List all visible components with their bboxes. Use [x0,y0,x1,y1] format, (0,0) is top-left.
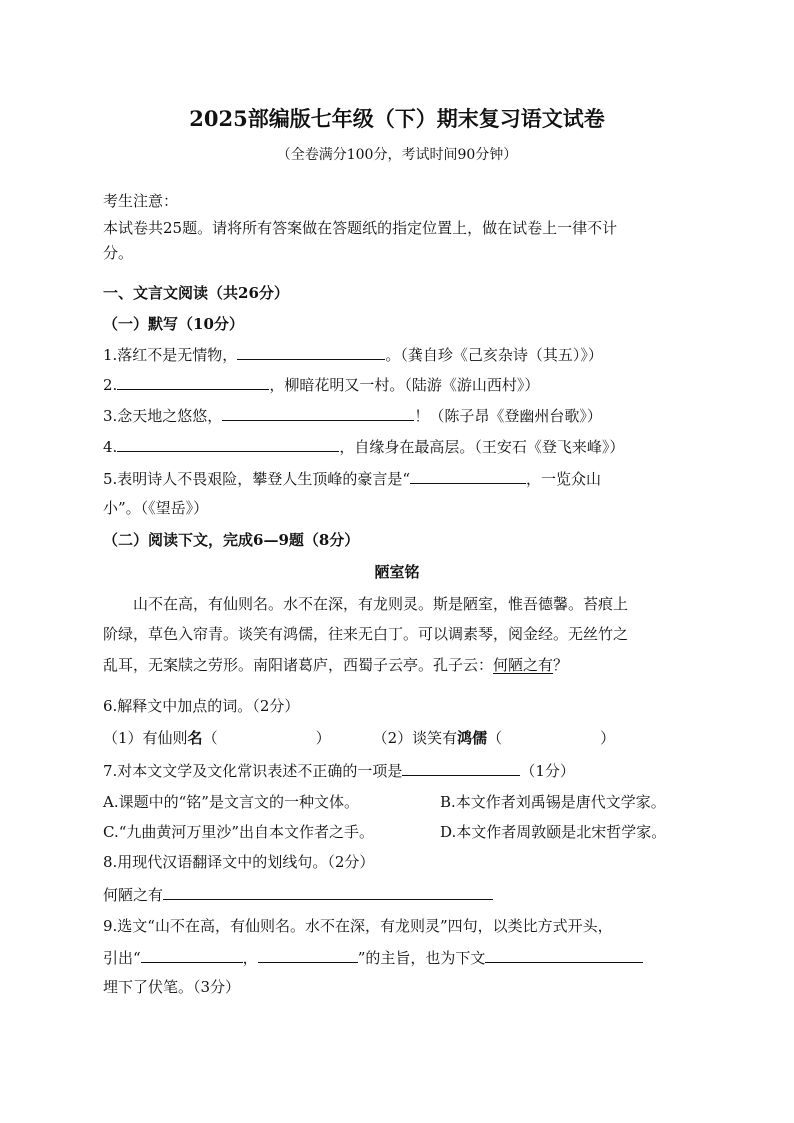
q9-answer-blank-2[interactable] [258,947,358,963]
exam-title: 2025部编版七年级（下）期末复习语文试卷 [189,106,605,131]
q7-text-pre: 7.对本文文学及文化常识表述不正确的一项是 [103,762,403,780]
q8-answer-blank[interactable] [163,884,493,900]
q9-answer-blank-3[interactable] [485,947,643,963]
q6-b-pre: （2）谈笑有 [372,729,458,747]
q2-text-pre: 2. [103,376,118,394]
passage-line-3-pre: 乱耳，无案牍之劳形。南阳诸葛庐，西蜀子云亭。孔子云： [103,656,494,674]
question-1 [103,344,603,365]
question-7 [103,760,575,781]
q9-text-post: ”的主旨，也为下文 [357,949,486,967]
passage-line-3 [103,655,568,675]
question-5 [103,468,601,489]
question-8: 8.用现代汉语翻译文中的划线句。（2分） [103,853,375,871]
exam-subtitle: （全卷满分100分，考试时间90分钟） [276,147,518,163]
section-1-heading: 一、文言文阅读（共26分） [103,284,289,302]
q9-text-mid: ， [242,949,258,967]
q6-b-dotted-word: 鸿儒 [457,729,488,747]
question-5-line-2: 小”。（《望岳》） [103,499,209,517]
q4-answer-blank[interactable] [117,436,339,452]
question-2 [103,374,539,395]
q4-text-pre: 4. [103,438,118,456]
q6-a-pre: （1）有仙则 [103,729,188,747]
passage-line-2: 阶绿，草色入帘青。谈笑有鸿儒，往来无白丁。可以调素琴，阅金经。无丝竹之 [103,625,629,643]
question-9-line-1: 9.选文“山不在高，有仙则名。水不在深，有龙则灵”四句，以类比方式开头， [103,917,613,935]
q6-a-close: ） [315,729,331,747]
notice-line-2: 分。 [103,244,134,262]
q7-option-c: C.“九曲黄河万里沙”出自本文作者之手。 [103,823,375,841]
q8-answer-label: 何陋之有 [103,886,164,904]
q7-text-post: （1分） [520,762,575,780]
passage-title: 陋室铭 [374,563,420,581]
q4-text-post: ，自缘身在最高层。（王安石《登飞来峰》） [339,438,625,456]
question-9-line-2 [103,947,643,968]
q5-text-pre: 5.表明诗人不畏艰险，攀登人生顶峰的豪言是“ [103,470,410,488]
q6-a-open: （ [202,729,218,747]
q6-a-dotted-word: 名 [187,729,203,747]
underlined-sentence: 何陋之有 [493,656,554,674]
q5-answer-blank[interactable] [410,468,526,484]
part-1-heading: （一）默写（10分） [103,315,244,333]
q7-option-d: D.本文作者周敦颐是北宋哲学家。 [440,823,667,841]
q3-answer-blank[interactable] [222,405,414,421]
question-9-line-3: 埋下了伏笔。（3分） [103,978,241,996]
q7-option-a: A.课题中的“铭”是文言文的一种文体。 [103,793,359,811]
q9-text-pre: 引出“ [103,949,141,967]
q2-text-post: ，柳暗花明又一村。（陆游《游山西村》） [269,376,540,394]
q3-text-post: ！（陈子昂《登幽州台歌》） [414,407,602,425]
notice-heading: 考生注意： [103,192,179,210]
q1-text-post: 。（龚自珍《己亥杂诗（其五）》） [385,346,603,364]
q6-b-open: （ [487,729,503,747]
notice-line-1: 本试卷共25题。请将所有答案做在答题纸的指定位置上，做在试卷上一律不计 [103,219,618,237]
question-3 [103,405,602,426]
question-6: 6.解释文中加点的词。（2分） [103,697,300,715]
q1-text-pre: 1.落红不是无情物， [103,346,238,364]
part-2-heading: （二）阅读下文，完成6—9题（8分） [103,531,360,549]
q7-answer-blank[interactable] [402,760,520,776]
passage-line-1: 山不在高，有仙则名。水不在深，有龙则灵。斯是陋室，惟吾德馨。苔痕上 [133,595,629,613]
question-6-items [103,728,615,748]
q3-text-pre: 3.念天地之悠悠， [103,407,223,425]
question-4 [103,436,624,457]
question-8-answer [103,884,493,905]
q6-b-close: ） [600,729,616,747]
q7-option-b: B.本文作者刘禹锡是唐代文学家。 [440,793,666,811]
q9-answer-blank-1[interactable] [141,947,243,963]
q1-answer-blank[interactable] [237,344,385,360]
q5-text-post: ，一览众山 [525,470,601,488]
passage-line-3-post: ？ [553,656,569,674]
q2-answer-blank[interactable] [117,374,269,390]
